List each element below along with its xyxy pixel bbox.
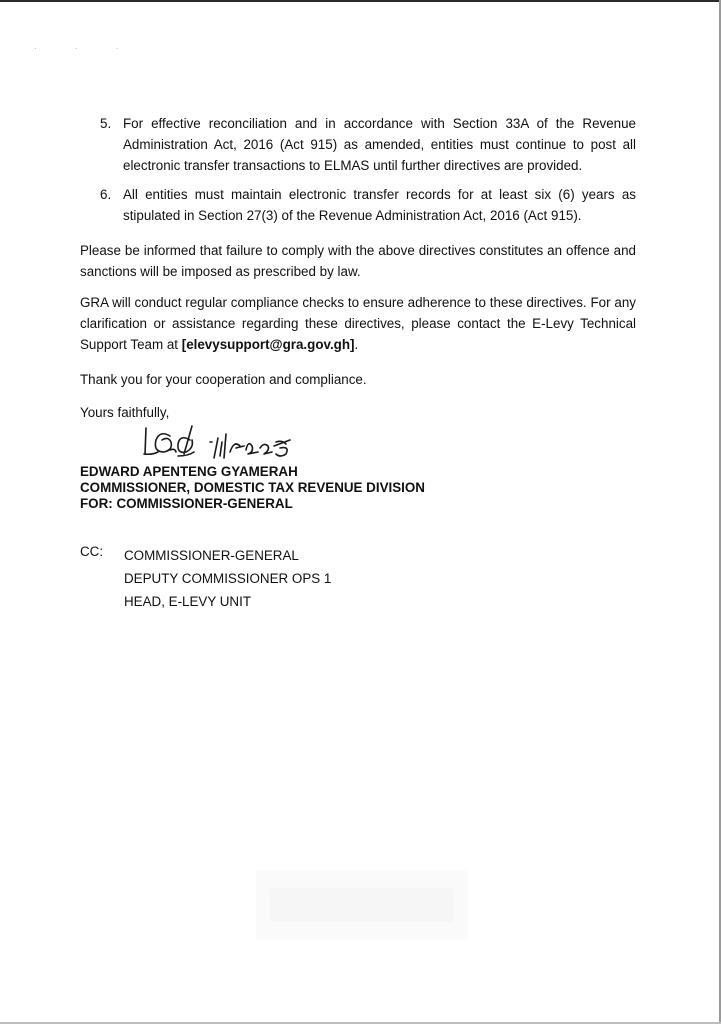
support-email: [elevysupport@gra.gov.gh] [181, 337, 355, 352]
cc-label: CC: [80, 544, 104, 559]
item-number: 6. [100, 187, 112, 202]
offence-paragraph: Please be informed that failure to comply with the above directives constitutes an offence and sanctions will be imposed as prescribed by law. [80, 243, 636, 279]
page-top-edge [0, 0, 721, 2]
compliance-text-end: . [354, 337, 359, 352]
item-text: All entities must maintain electronic transfer records for at least six (6) years as stipulated in Section 27(3) of the Revenue Administration Act, 2016 (Act 915). [123, 187, 636, 223]
compliance-checks-paragraph [80, 292, 636, 355]
thanks-paragraph: Thank you for your cooperation and compliance. [80, 372, 367, 387]
cc-recipient: COMMISSIONER-GENERAL [124, 548, 299, 563]
closing-salutation: Yours faithfully, [80, 405, 170, 420]
signatory-title: COMMISSIONER, DOMESTIC TAX REVENUE DIVISION [80, 480, 425, 495]
handwritten-signature [140, 412, 310, 464]
cc-recipient: DEPUTY COMMISSIONER OPS 1 [124, 571, 332, 586]
item-number: 5. [100, 116, 112, 131]
signatory-name: EDWARD APENTENG GYAMERAH [80, 464, 298, 479]
compliance-text: GRA will conduct regular compliance checks to ensure adherence to these directives. For any clarification or assistance regarding these directives, please contact the E-Levy Technical Support Team at [80, 295, 636, 352]
watermark-inner [270, 888, 454, 922]
item-text: For effective reconciliation and in accordance with Section 33A of the Revenue Administration Act, 2016 (Act 915) as amended, entities must continue to post all electronic transfer transactions to ELMAS until further directives are provided. [123, 116, 636, 173]
scan-specks: · · · [34, 44, 137, 53]
signatory-for-line: FOR: COMMISSIONER-GENERAL [80, 496, 293, 511]
cc-recipient: HEAD, E-LEVY UNIT [124, 594, 251, 609]
faint-watermark [256, 870, 468, 940]
signatory-block [80, 464, 425, 512]
cc-recipient-list [124, 544, 331, 613]
